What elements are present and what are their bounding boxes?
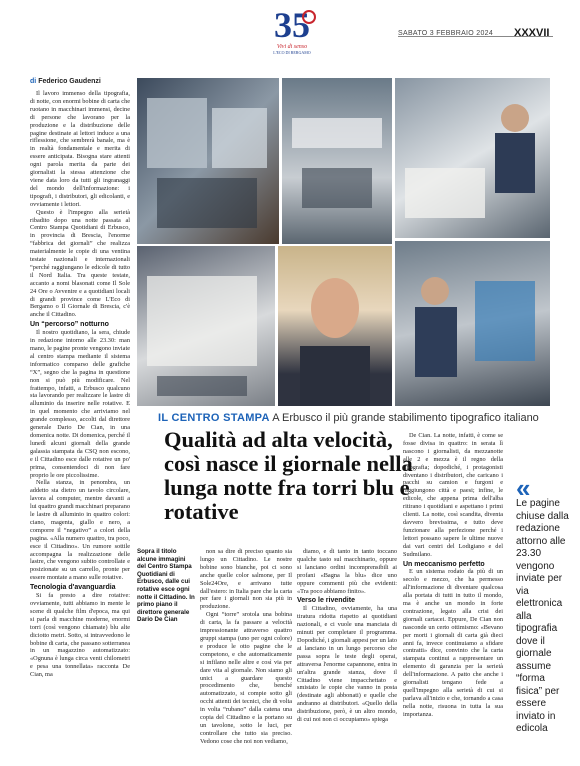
logo-tagline: Vivi di senso	[276, 44, 308, 50]
photo-director-portrait	[278, 246, 392, 406]
photo-console-illustration	[395, 241, 550, 406]
article-title: Qualità ad alta velocità, così nasce il giornale nella lunga notte fra torri blu e rotative	[164, 427, 413, 524]
photo-printing-plates	[137, 78, 279, 244]
issue-date: SABATO 3 FEBBRAIO 2024	[398, 30, 494, 37]
article-kicker	[158, 412, 539, 424]
pull-quote-text: Le pagine chiuse dalla redazione attorno alle 23.30 vengono inviate per via elettronica alla tipografia dove il giornale assume “forma fisica” per essere inviato in edicola	[516, 498, 569, 734]
photo-technician-illustration	[395, 78, 550, 238]
byline-prefix: di	[30, 78, 37, 85]
subheading: Un meccanismo perfetto	[403, 560, 485, 568]
pull-quote	[516, 473, 572, 736]
quote-mark-icon: «	[516, 473, 531, 503]
anniversary-logo	[268, 5, 316, 60]
photo-line-illustration	[282, 78, 392, 244]
photo-technician-screen	[395, 78, 550, 238]
kicker-text: A Erbusco il più grande stabilimento tipografico italiano	[272, 412, 539, 424]
paragraph: non sa dire di preciso quanto sia lungo un Cittadino. Le nostre bobine sono bianche, poi ci sono anche quelle color salmone, per Il Sole24Ore, e arrivano tutte dall'estero: in Italia pare che la carta per fare i giornali non sia più in produzione.	[200, 548, 292, 611]
article-column-4	[297, 548, 397, 753]
paragraph: Questo è l'impegno alla serietà ribadito dopo una notte passata al Centro Stampa Quotidiani di Erbusco, in provincia di Brescia, l'enorme “fabbrica dei giornali” che realizza materialmente le copie di una ventina testate nazionali e internazionali “perché raggiungano le edicole di tutto il Nord Italia. Tra queste testate, accanto a nomi blasonati come Il Sole 24 Ore o Avvenire e a quotidiani locali di grandi province come L'Eco di Bergamo o Il Giornale di Brescia, c'è anche il Cittadino.	[30, 208, 130, 319]
photo-technician-console	[395, 241, 550, 406]
paragraph: Il lavoro immenso della tipografia, di notte, con enormi bobine di carta che ruotano in macchinari immensi, decine di persone che lavorano per la produzione e la distribuzione delle pagine destinate ai lettori induce a una riflessione, che sembrerà banale, ma è in realtà fondamentale e merita di essere anticipata. Bisogna stare attenti ogni parola merita da parte dei giornalisti la stessa attenzione che viene data loro da tutti gli ingranaggi del mondo dell'informazione: i tipografi, i distributori, gli edicolanti, e ovviamente i lettori.	[30, 90, 130, 208]
article-column-5	[403, 432, 503, 753]
paragraph: Si fa presto a dire rotative: ovviamente, tutti abbiamo in mente le scene di qualche film d'epoca, ma qui si parla di macchine moderne, enormi torri (così vengono chiamate) blu alte diciotto metri. Sotto, si intravvedono le bobine di carta, che passano sotterranea in un magazzino automatizzato: «Ognuna è lunga circa venti chilometri e pesa una tonnellata» racconta De Cian, ma	[30, 592, 130, 679]
kicker-section: IL CENTRO STAMPA	[158, 412, 270, 424]
photo-printed-copies	[137, 246, 275, 406]
author-name: Federico Gaudenzi	[38, 78, 101, 85]
subheading: Tecnologia d'avanguardia	[30, 584, 116, 592]
portrait-illustration	[278, 246, 392, 406]
logo-sub: L'ECO DI BERGAMO	[273, 50, 311, 55]
byline	[30, 78, 101, 85]
logo-number: 35	[274, 5, 310, 45]
logo-ring-icon	[302, 10, 316, 24]
photo-newspaper-line	[282, 78, 392, 244]
paragraph: diamo, e di tanto in tanto toccano qualche tasto sul macchinario, oppure si lanciano ordini incomprensibili ai profani «Bagna la blu» dice uno oppure commenti più che evidenti: «Tra poco abbiamo finito».	[297, 548, 397, 595]
article-column-3	[200, 548, 292, 753]
paragraph: Il Cittadino, ovviamente, ha una tiratura ridotta rispetto ai quotidiani nazionali, e ci vuole una manciata di minuti per completare il programma. Dopodiché, i giornali appesi per un lato ai lanciano in un lungo percorso che passa sopra le teste degli operai, attraversa l'enorme capannone, entra in un'altra grande stanza, dove il Cittadino viene impacchettato e smistato le copie che vanno in posta (destinate agli abbonati) e quelle che andranno ai distributori. «Quello della distribuzione, però, è un altro mondo, di cui noi non ci occupiamo» spiega	[297, 605, 397, 724]
photo-caption: Sopra il titolo alcune immagini del Centro Stampa Quotidiani di Erbusco, dalle cui rotative esce ogni notte il Cittadino. In primo piano il direttore generale Dario De Cian	[137, 548, 195, 624]
subheading: Un “percorso” notturno	[30, 321, 109, 329]
paragraph: Nella stanza, in penombra, un addetto sta dietro un tavolo circolare, lavora al computer, mentre davanti a lui quattro grandi macchinari preparano le lastre di alluminio in quattro colori: ciano, magenta, giallo e nero, a comporre il “negativo” a colori della pagina. «Alla numero quattro, tra poco, esce il Cittadino». Un rumore sottile accompagna la realizzazione delle lastre, che vengono subito controllate e posizionate su un carrello, pronte per essere montate a mano sulle rotative.	[30, 479, 130, 582]
subheading: Verso le rivendite	[297, 597, 355, 605]
paragraph: E un sistema rodato da più di un secolo e mezzo, che ha permesso all'informazione di diventare qualcosa alla portata di tutti in tutto il mondo, ma è anche un mondo in forte contrazione, legato alla crisi dei giornali cartacei. Eppure, De Cian non nasconde un certo ottimismo: «Bevano per morti i giornali di carta già dieci anni fa, invece continuiamo a sfidare contratti» dice, convinto che la carta stampata continui a rappresentare un elemento di garanzia per la serietà dell'informazione. A patto che anche i giornalisti tengano fede a quell'impegno alla serietà di cui si parlava all'inizio e che, tornando a casa nella notte, risuona in tutta la sua importanza.	[403, 568, 503, 718]
article-column-1	[30, 90, 130, 750]
paragraph: De Cian. La notte, infatti, è come se fosse divisa in quattro: in serata lì nascono i giornalisti, da mezzanotte alle 2 e mezza è il regno della tipografia; dopodiché, i protagonisti diventano i distributori, che caricano i pacchi su camion e furgoni e raggiungono città e paesi; infine, le edicole, che appena prima dell'alba ritirano i quotidiani e aspettano i primi clienti. La notte, così scandita, diventa davvero brevissima, e tutto deve funzionare alla perfezione perché i lettori possano sapere le ultime nuove dai vari centri del Lodigiano e del Sudmilano.	[403, 432, 503, 558]
paragraph: Il nostro quotidiano, la sera, chiude in redazione intorno alle 23.30: man mano, le pagine pronte vengono inviate al centro stampa mediante il sistema informatico comparso delle grafiche “X”, segno che la pagina in questione non si può più modificare. Nel frattempo, infatti, a Erbusco qualcuno sta lavorando per realizzare le lastre di alluminio da inserire nelle rotative. E in quel momento che arriviamo nel grande complesso, accolti dal direttore generale Dario De Cian, in una domenica notte. Di domenica, perché il lunedì alcuni giornali della grande galassia stampata da CSQ non escono, e il Cittadino esce dalle rotative un po' prima, consentendoci di non fare proprio le ore piccolissime.	[30, 329, 130, 479]
photo-copies-illustration	[137, 246, 275, 406]
photo-plates-illustration	[137, 78, 279, 244]
paragraph: Ogni “torre” srotola una bobina di carta, la fa passare a velocità impressionante attraverso quattro gruppi stampa (uno per ogni colore) e produce le otto pagine che le competono, e che automaticamente si infilano nelle altre e così via per dare vita al giornale. Non siamo gli unici a guardare questo procedimento che, benché automatizzato, si compie sotto gli occhi attenti dei tecnici, che di volta in volta “rubano” dalla catena una copia del Cittadino e la portano su un tavolone, sotto le luci, per controllare che tutto sia preciso. Vedono cose che noi non vediamo,	[200, 611, 292, 745]
page-number: XXXVII	[514, 27, 550, 39]
